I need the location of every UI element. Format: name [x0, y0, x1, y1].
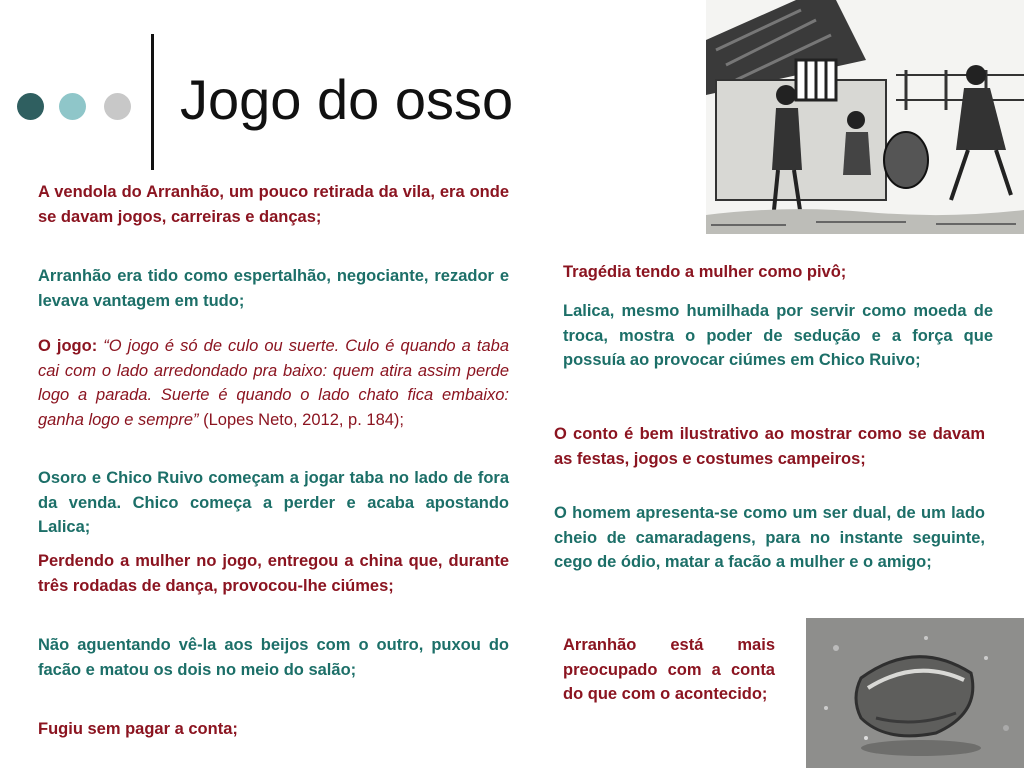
text-tragedia: Tragédia tendo a mulher como pivô; — [563, 263, 847, 281]
text-arranhao-conta: Arranhão está mais preocupado com a conta do que com o acontecido; — [563, 636, 775, 703]
title-divider — [151, 34, 154, 170]
illustration-venda-drawing — [706, 0, 1024, 234]
photo-osso — [806, 618, 1024, 768]
text-osoro-chico: Osoro e Chico Ruivo começam a jogar taba no lado de fora da venda. Chico começa a perder e acaba apostando Lalica; — [38, 469, 509, 536]
text-nao-aguentando: Não aguentando vê-la aos beijos com o outro, puxou do facão e matou os dois no meio do salão; — [38, 636, 509, 679]
page-title: Jogo do osso — [180, 68, 514, 131]
text-conto-ilustrativo: O conto é bem ilustrativo ao mostrar como se davam as festas, jogos e costumes campeiros; — [554, 425, 985, 468]
text-perdendo: Perdendo a mulher no jogo, entregou a china que, durante três rodadas de dança, provocou-lhe ciúmes; — [38, 552, 509, 595]
decor-dot-light — [59, 93, 86, 120]
text-homem-dual: O homem apresenta-se como um ser dual, de um lado cheio de camaradagens, para no instante seguinte, cego de ódio, matar a facão a mulher e o amigo; — [554, 504, 985, 571]
illustration-venda — [706, 0, 1024, 234]
text-o-jogo — [38, 334, 509, 432]
text-lalica: Lalica, mesmo humilhada por servir como moeda de troca, mostra o poder de sedução e a força que possuía ao provocar ciúmes em Chico Ruivo; — [563, 302, 993, 369]
text-arranhao: Arranhão era tido como espertalhão, negociante, rezador e levava vantagem em tudo; — [38, 267, 509, 310]
text-fugiu: Fugiu sem pagar a conta; — [38, 720, 238, 738]
decor-dot-dark — [17, 93, 44, 120]
photo-osso-drawing — [806, 618, 1024, 768]
decor-dot-grey — [104, 93, 131, 120]
text-vendola: A vendola do Arranhão, um pouco retirada da vila, era onde se davam jogos, carreiras e danças; — [38, 183, 509, 226]
text-o-jogo-quote: “O jogo é só de culo ou suerte. Culo é quando a taba cai com o lado arredondado pra baixo: quem atira assim perde logo a parada. Suerte é quando o lado chato fica embaixo: ganha logo e sempre” — [38, 337, 509, 429]
text-o-jogo-ref: (Lopes Neto, 2012, p. 184); — [198, 410, 404, 429]
text-o-jogo-lead: O jogo: — [38, 337, 104, 355]
